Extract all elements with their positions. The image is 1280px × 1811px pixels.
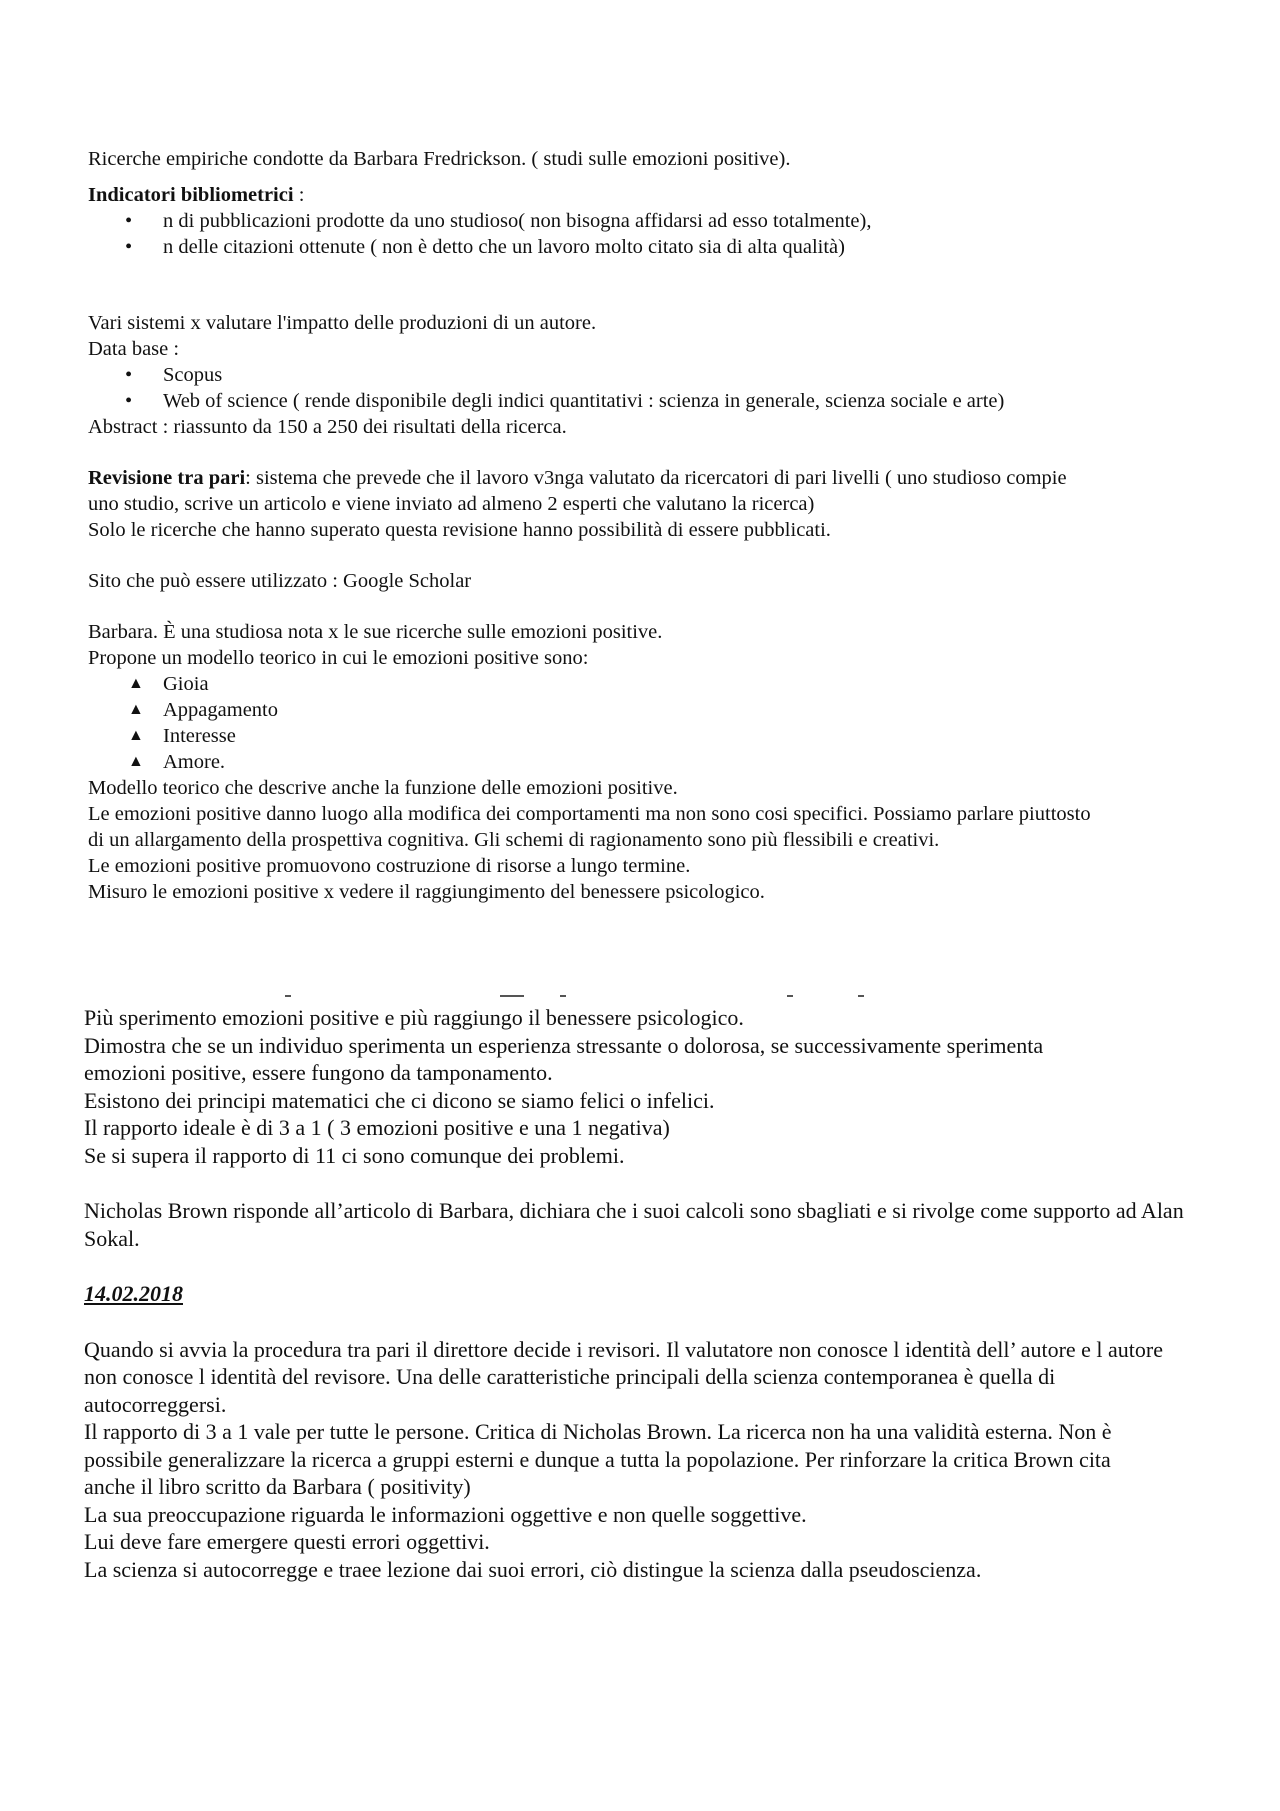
site-line: Sito che può essere utilizzato : Google Scholar bbox=[88, 570, 472, 592]
list-item-text: Scopus bbox=[163, 364, 223, 386]
buffer-paragraph: Dimostra che se un individuo sperimenta un esperienza stressante o dolorosa, se successivamente sperimenta emozioni positive, essere fungono da tamponamento. bbox=[84, 1032, 1044, 1085]
math-line: Esistono dei principi matematici che ci dicono se siamo felici o infelici. bbox=[84, 1087, 715, 1113]
database-list bbox=[88, 362, 1198, 414]
measure-line: Misuro le emozioni positive x vedere il raggiungimento del benessere psicologico. bbox=[88, 881, 765, 903]
emotions-list bbox=[88, 671, 1198, 775]
abstract-line: Abstract : riassunto da 150 a 250 dei risultati della ricerca. bbox=[88, 416, 567, 438]
list-item bbox=[88, 388, 1198, 414]
list-item bbox=[88, 208, 1198, 234]
triangle-bullet-icon: ▲ bbox=[128, 753, 144, 770]
list-item bbox=[88, 234, 1198, 260]
bibliometric-heading: Indicatori bibliometrici bbox=[88, 184, 294, 206]
barbara-line: Barbara. È una studiosa nota x le sue ricerche sulle emozioni positive. bbox=[88, 621, 663, 643]
list-item-text: n delle citazioni ottenute ( non è detto che un lavoro molto citato sia di alta qualità) bbox=[163, 236, 845, 258]
list-item bbox=[88, 697, 1198, 723]
bullet-icon: • bbox=[125, 210, 133, 232]
list-item-text: Web of science ( rende disponibile degli indici quantitativi : scienza in generale, scienza sociale e arte) bbox=[163, 390, 1005, 412]
scan-artifact bbox=[858, 995, 864, 997]
bullet-icon: • bbox=[125, 364, 133, 386]
peer-procedure-paragraph: Quando si avvia la procedura tra pari il direttore decide i revisori. Il valutatore non conosce l identità dell’ autore e l autore non conosce l identità del revisore. Una delle caratteristiche principali della scienza contemporanea è quella di autocorreggersi. bbox=[84, 1336, 1163, 1417]
bibliometric-heading-line bbox=[88, 182, 1198, 208]
model-function-line: Modello teorico che descrive anche la funzione delle emozioni positive. bbox=[88, 777, 678, 799]
behavior-paragraph: Le emozioni positive danno luogo alla modifica dei comportamenti ma non sono cosi specifici. Possiamo parlare piuttosto di un allargamento della prospettiva cognitiva. Gli schemi di ragionamento sono più flessibili e creativi. bbox=[88, 803, 1091, 851]
section-date: 14.02.2018 bbox=[84, 1281, 183, 1306]
database-label: Data base : bbox=[88, 338, 180, 360]
ratio-line: Il rapporto ideale è di 3 a 1 ( 3 emozioni positive e una 1 negativa) bbox=[84, 1115, 670, 1140]
list-item bbox=[88, 723, 1198, 749]
triangle-bullet-icon: ▲ bbox=[128, 727, 144, 744]
ratio-limit-line: Se si supera il rapporto di 11 ci sono comunque dei problemi. bbox=[84, 1142, 625, 1168]
scan-artifact bbox=[560, 995, 566, 997]
list-item bbox=[88, 671, 1198, 697]
list-item bbox=[88, 362, 1198, 388]
concern-line: La sua preoccupazione riguarda le informazioni oggettive e non quelle soggettive. bbox=[84, 1501, 807, 1527]
list-item-text: n di pubblicazioni prodotte da uno studioso( non bisogna affidarsi ad esso totalmente), bbox=[163, 210, 872, 232]
criticism-paragraph: Il rapporto di 3 a 1 vale per tutte le persone. Critica di Nicholas Brown. La ricerca non ha una validità esterna. Non è possibile generalizzare la ricerca a gruppi esterni e dunque a tutta la popolazione. Per rinforzare la critica Brown cita anche il libro scritto da Barbara ( positivity) bbox=[84, 1419, 1112, 1499]
list-item-text: Amore. bbox=[163, 751, 226, 773]
scan-artifact bbox=[787, 995, 793, 997]
science-line: La scienza si autocorregge e traee lezione dai suoi errori, ciò distingue la scienza dalla pseudoscienza. bbox=[84, 1556, 982, 1582]
scan-artifact bbox=[500, 995, 524, 997]
peer-review-line: Solo le ricerche che hanno superato questa revisione hanno possibilità di essere pubblicati. bbox=[88, 519, 831, 541]
bullet-icon: • bbox=[125, 236, 133, 258]
peer-review-paragraph bbox=[88, 465, 1098, 517]
resources-line: Le emozioni positive promuovono costruzione di risorse a lungo termine. bbox=[88, 855, 691, 877]
list-item-text: Appagamento bbox=[163, 699, 278, 721]
model-line: Propone un modello teorico in cui le emozioni positive sono: bbox=[88, 647, 589, 669]
systems-line: Vari sistemi x valutare l'impatto delle produzioni di un autore. bbox=[88, 312, 597, 334]
triangle-bullet-icon: ▲ bbox=[128, 675, 144, 692]
list-item-text: Gioia bbox=[163, 673, 209, 695]
notes-section-1 bbox=[88, 146, 1198, 905]
scan-artifact bbox=[285, 995, 291, 997]
peer-review-text: : sistema che prevede che il lavoro v3nga valutato da ricercatori di pari livelli ( uno studioso compie uno studio, scrive un articolo e viene inviato ad almeno 2 esperti che valutano la ricerca) bbox=[88, 467, 1067, 515]
bullet-icon: • bbox=[125, 390, 133, 412]
peer-review-heading: Revisione tra pari bbox=[88, 467, 246, 489]
list-item-text: Interesse bbox=[163, 725, 236, 747]
intro-paragraph: Ricerche empiriche condotte da Barbara Fredrickson. ( studi sulle emozioni positive). bbox=[88, 148, 791, 170]
bibliometric-heading-suffix: : bbox=[293, 184, 305, 206]
triangle-bullet-icon: ▲ bbox=[128, 701, 144, 718]
bibliometric-list bbox=[88, 208, 1198, 260]
brown-paragraph: Nicholas Brown risponde all’articolo di Barbara, dichiara che i suoi calcoli sono sbagliati e si rivolge come supporto ad Alan Sokal. bbox=[84, 1198, 1184, 1251]
notes-section-2 bbox=[84, 1004, 1204, 1583]
list-item bbox=[88, 749, 1198, 775]
wellbeing-line: Più sperimento emozioni positive e più raggiungo il benessere psicologico. bbox=[84, 1005, 744, 1030]
errors-line: Lui deve fare emergere questi errori oggettivi. bbox=[84, 1529, 490, 1554]
